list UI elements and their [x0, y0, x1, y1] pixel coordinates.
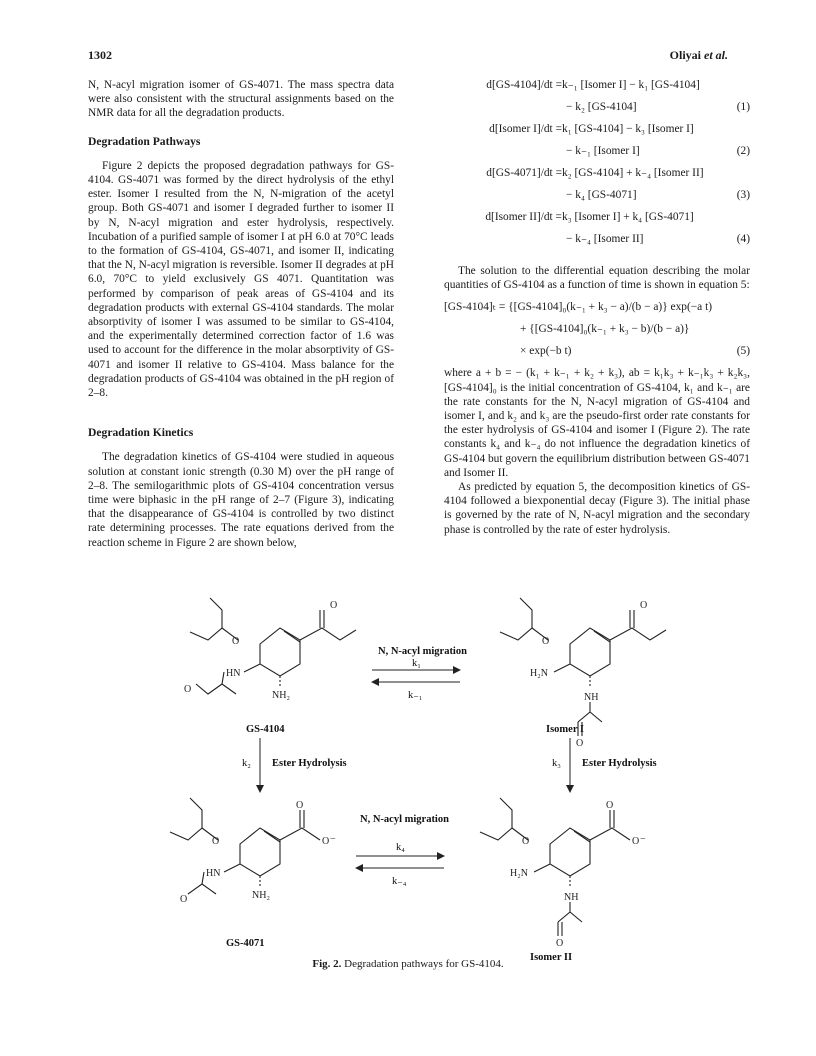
k4-label: k₄: [396, 842, 405, 853]
atom-o: O: [556, 938, 564, 949]
molecule-gs-4104: [190, 598, 356, 694]
compound-label-isomer-i: Isomer I: [546, 724, 585, 735]
eq1-line2: − k₂ [GS-4104]: [566, 101, 637, 113]
eq5-line2: + {[GS-4104]₀(k₋₁ + k₃ − b)/(b − a)}: [520, 323, 690, 336]
atom-o: O: [640, 600, 648, 611]
caption-label: Fig. 2.: [312, 958, 342, 970]
top-migration-label: N, N-acyl migration: [378, 646, 467, 657]
atom-nh: NH: [564, 892, 579, 903]
degradation-scheme: [160, 588, 680, 988]
atom-hn: HN: [206, 868, 221, 879]
eq4-line1: k₃ [Isomer I] + k₄ [GS-4071]: [562, 211, 694, 223]
eq3-line1: k₂ [GS-4104] + k₋₄ [Isomer II]: [562, 167, 704, 179]
page-number: 1302: [88, 48, 112, 62]
solution-intro-paragraph: The solution to the differential equation describing the molar quantities of GS-4104 as a function of time is shown in equation 5:: [444, 265, 750, 292]
running-head: [670, 48, 728, 63]
atom-nh: NH: [584, 692, 599, 703]
k-minus4-label: k₋₄: [392, 876, 407, 887]
atom-o: O: [522, 836, 530, 847]
compound-label-gs-4104: GS-4104: [246, 724, 285, 735]
figure-2: [160, 588, 680, 988]
atom-o: O: [232, 636, 240, 647]
atom-o: O: [212, 836, 220, 847]
kinetics-paragraph: The degradation kinetics of GS-4104 were studied in aqueous solution at constant ionic strength (0.30 M) over the pH range of 2–8. The semilogarithmic plots of GS-4104 concentration versus time were biphasic in the pH range of 2–7 (Figure 3), indicating that the disappearance of GS-4104 is controlled by two distinct rate determining processes. The rate equations derived from the reaction scheme in Figure 2 are shown below,: [88, 451, 394, 549]
eq5-line3: × exp(−b t): [520, 345, 572, 358]
atom-o: O: [606, 800, 614, 811]
intro-paragraph: N, N-acyl migration isomer of GS-4071. The mass spectra data were also consistent with the structural assignments based on the NMR data for all the degradation products.: [88, 79, 394, 120]
atom-nh2: NH₂: [252, 890, 270, 901]
rate-equation-1: [444, 78, 750, 122]
atom-o: O: [184, 684, 192, 695]
atom-o: O: [632, 836, 640, 847]
k3-label: k₃: [552, 758, 561, 769]
k2-label: k₂: [242, 758, 251, 769]
atom-o: O: [330, 600, 338, 611]
eq3-lhs: d[GS-4071]/dt =: [486, 167, 562, 179]
bottom-migration-label: N, N-acyl migration: [360, 814, 449, 825]
right-column: [444, 78, 750, 537]
section-title-kinetics: Degradation Kinetics: [88, 426, 194, 440]
eq3-line2: − k₄ [GS-4071]: [566, 189, 637, 201]
ester-hydrolysis-right: Ester Hydrolysis: [582, 758, 657, 769]
eq2-line1: k₁ [GS-4104] − k₃ [Isomer I]: [562, 123, 694, 135]
atom-o: O: [296, 800, 304, 811]
running-head-etal: et al.: [704, 48, 728, 62]
atom-o: O: [542, 636, 550, 647]
atom-hn: HN: [226, 668, 241, 679]
pathways-paragraph: Figure 2 depicts the proposed degradation pathways for GS-4104. GS-4071 was formed by the direct hydrolysis of the ethyl ester. Isomer I resulted from the N, N-migration of the acetyl group. Both GS-4071 and isomer I degraded further to isomer II by N, N-acyl migration and ester hydrolysis, respectively. Incubation of a purified sample of isomer I at pH 6.0 at 70°C leads to the formation of GS-4104, GS-4071, and isomer II, indicating that the N, N-acyl migration is reversible. Isomer II degrades at pH 6.0, 70°C to yield exclusively GS 4071. Quantitation was performed by comparison of peak areas of GS-4104 and its degradation products with external GS-4104 standards. The molar absorptivity of isomer I was assumed to be similar to GS-4104, and the experimentally determined correction factor of 1.6 was used to account for the difference in the molar absorptivity of GS-4071 and isomer II relative to GS-4104. Mass balance for the degradation products of GS-4104 was obtained in the pH region of 2–8.: [88, 159, 394, 400]
left-column: [88, 78, 394, 550]
molecule-isomer-ii: [480, 798, 630, 936]
eq3-number: (3): [736, 189, 750, 201]
compound-label-gs-4071: GS-4071: [226, 938, 265, 949]
atom-charge: −: [640, 834, 646, 845]
eq4-number: (4): [736, 233, 750, 245]
section-title-pathways: Degradation Pathways: [88, 134, 201, 148]
eq4-lhs: d[Isomer II]/dt =: [485, 211, 562, 223]
atom-h2n: H₂N: [530, 668, 548, 679]
rate-equation-2: [444, 122, 750, 166]
caption-text: Degradation pathways for GS-4104.: [341, 958, 504, 970]
eq4-line2: − k₋₄ [Isomer II]: [566, 233, 644, 245]
atom-o: O: [576, 738, 584, 749]
ester-hydrolysis-left: Ester Hydrolysis: [272, 758, 347, 769]
eq5-line1: [GS-4104]ₜ = {[GS-4104]₀(k₋₁ + k₃ − a)/(b − a)} exp(−a t): [444, 301, 713, 314]
k1-label: k₁: [412, 658, 421, 669]
atom-nh2: NH₂: [272, 690, 290, 701]
solution-equation-5: [444, 300, 750, 366]
eq2-line2: − k₋₁ [Isomer I]: [566, 145, 640, 157]
eq1-lhs: d[GS-4104]/dt =: [486, 79, 562, 91]
k-minus1-label: k₋₁: [408, 690, 423, 701]
atom-h2n: H₂N: [510, 868, 528, 879]
atom-o: O: [180, 894, 188, 905]
compound-label-isomer-ii: Isomer II: [530, 952, 573, 963]
molecule-isomer-i: [500, 598, 666, 736]
atom-charge: −: [330, 834, 336, 845]
eq1-number: (1): [736, 101, 750, 113]
eq1-line1: k₋₁ [Isomer I] − k₁ [GS-4104]: [562, 79, 700, 91]
molecule-gs-4071: [170, 798, 320, 894]
eq5-number: (5): [736, 345, 750, 358]
eq2-lhs: d[Isomer I]/dt =: [489, 123, 562, 135]
where-paragraph: where a + b = − (k₁ + k₋₁ + k₂ + k₃), ab = k₁k₃ + k₋₁k₃ + k₂k₃, [GS-4104]₀ is the initial concentration of GS-4104, k₁ and k₋₁ are the rate constants for the N, N-acyl migration of GS-4104 and isomer I, and k₂ and k₃ are the pseudo-first order rate constants for the ester hydrolysis of GS-4104 and isomer I (Figure 2). The rate constants k₄ and k₋₄ do not influence the degradation kinetics of GS-4104 but govern the equilibrium distribution between GS-4071 and Isomer II.: [444, 367, 750, 479]
rate-equation-4: [444, 210, 750, 254]
final-paragraph: As predicted by equation 5, the decomposition kinetics of GS-4104 followed a biexponential decay (Figure 3). The initial phase is governed by the rate of N, N-acyl migration and the secondary phase is controlled by the rate of ester hydrolysis.: [444, 481, 750, 536]
running-head-authors: Oliyai: [669, 48, 704, 62]
eq2-number: (2): [736, 145, 750, 157]
figure-caption: [0, 958, 816, 970]
atom-o: O: [322, 836, 330, 847]
rate-equation-3: [444, 166, 750, 210]
